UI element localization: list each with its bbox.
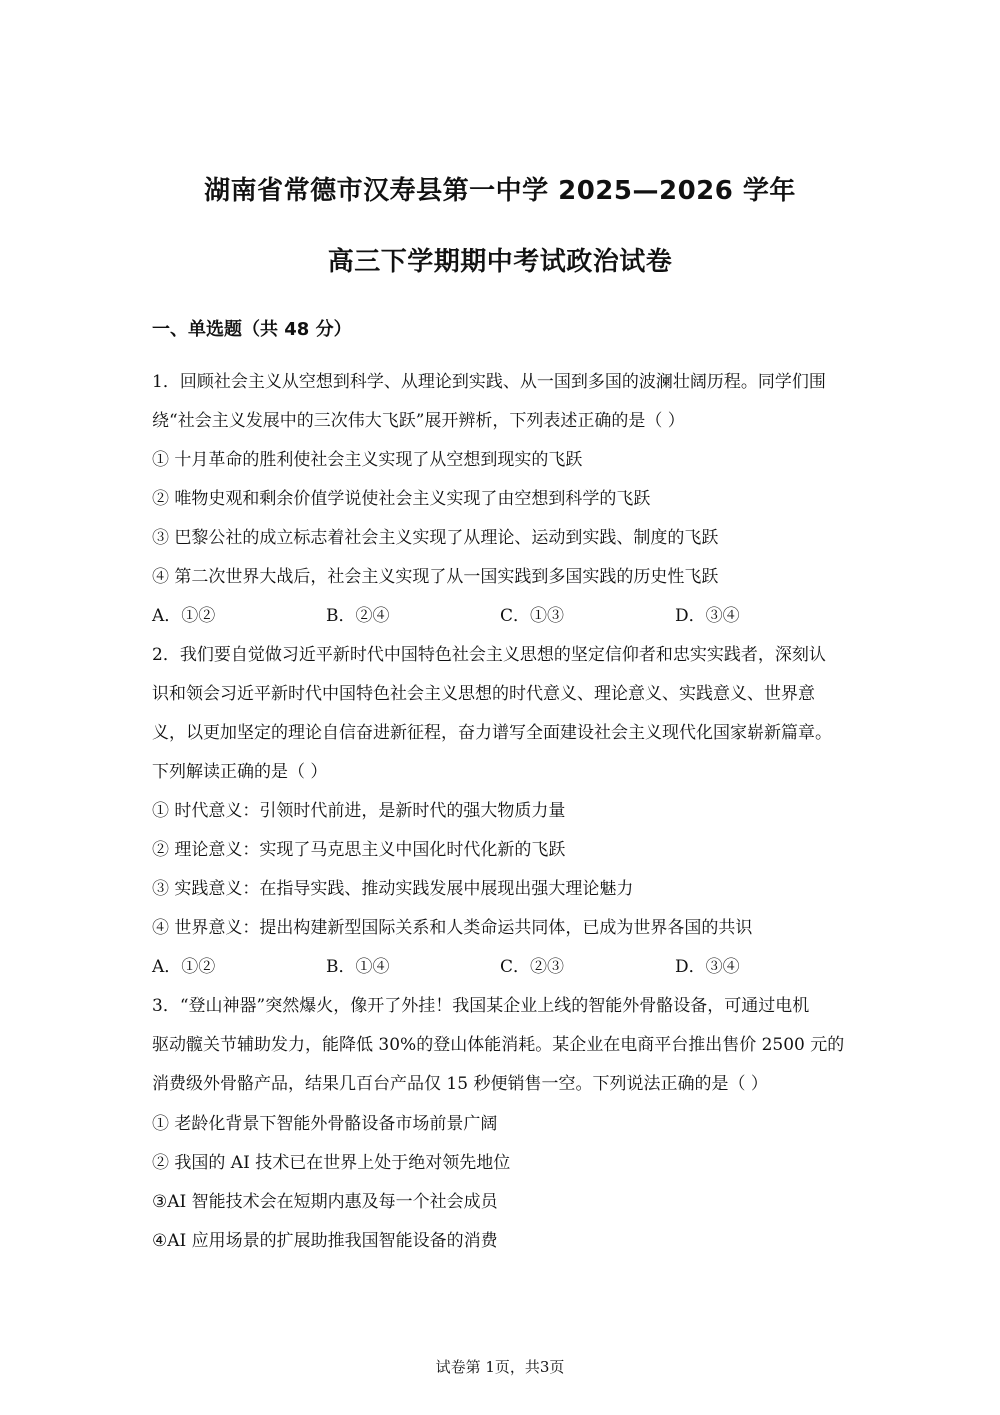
question-1-option-b: B．②④ (326, 606, 390, 626)
question-1-option-a: A．①② (152, 606, 216, 626)
question-2-stem-line-3: 义，以更加坚定的理论自信奋进新征程，奋力谱写全面建设社会主义现代化国家崭新篇章。 (152, 723, 832, 743)
question-1-item-1: ① 十月革命的胜利使社会主义实现了从空想到现实的飞跃 (152, 450, 583, 470)
question-3-item-2: ② 我国的 AI 技术已在世界上处于绝对领先地位 (152, 1153, 511, 1173)
question-1-stem-line-1: 1．回顾社会主义从空想到科学、从理论到实践、从一国到多国的波澜壮阔历程。同学们围 (152, 372, 826, 392)
question-1-item-3: ③ 巴黎公社的成立标志着社会主义实现了从理论、运动到实践、制度的飞跃 (152, 528, 719, 548)
question-2-item-3: ③ 实践意义：在指导实践、推动实践发展中展现出强大理论魅力 (152, 879, 634, 899)
exam-title-line-2: 高三下学期期中考试政治试卷 (327, 247, 673, 277)
question-2-item-2: ② 理论意义：实现了马克思主义中国化时代化新的飞跃 (152, 840, 566, 860)
question-2-item-4: ④ 世界意义：提出构建新型国际关系和人类命运共同体，已成为世界各国的共识 (152, 918, 753, 938)
question-3-stem-line-1: 3．“登山神器”突然爆火，像开了外挂！我国某企业上线的智能外骨骼设备，可通过电机 (152, 996, 810, 1016)
question-3-item-4: ④AI 应用场景的扩展助推我国智能设备的消费 (152, 1231, 498, 1251)
question-1-stem-line-2: 绕“社会主义发展中的三次伟大飞跃”展开辨析，下列表述正确的是（ ） (152, 411, 685, 431)
question-1-option-c: C．①③ (500, 606, 565, 626)
question-2-option-d: D．③④ (675, 957, 740, 977)
question-3-stem-line-3: 消费级外骨骼产品，结果几百台产品仅 15 秒便销售一空。下列说法正确的是（ ） (152, 1074, 768, 1094)
section-heading: 一、单选题（共 48 分） (152, 319, 352, 340)
question-3-stem-line-2: 驱动髋关节辅助发力，能降低 30%的登山体能消耗。某企业在电商平台推出售价 2500 元的 (152, 1035, 845, 1055)
question-1-option-d: D．③④ (675, 606, 740, 626)
question-2-stem-line-1: 2．我们要自觉做习近平新时代中国特色社会主义思想的坚定信仰者和忠实实践者，深刻认 (152, 645, 826, 665)
page-footer: 试卷第 1页，共3页 (435, 1358, 565, 1376)
question-3-item-1: ① 老龄化背景下智能外骨骼设备市场前景广阔 (152, 1114, 498, 1134)
question-2-stem-line-2: 识和领会习近平新时代中国特色社会主义思想的时代意义、理论意义、实践意义、世界意 (152, 684, 815, 704)
question-3-item-3: ③AI 智能技术会在短期内惠及每一个社会成员 (152, 1192, 498, 1212)
question-1-item-2: ② 唯物史观和剩余价值学说使社会主义实现了由空想到科学的飞跃 (152, 489, 651, 509)
question-2-item-1: ① 时代意义：引领时代前进，是新时代的强大物质力量 (152, 801, 566, 821)
question-2-option-b: B．①④ (326, 957, 390, 977)
exam-title-line-1: 湖南省常德市汉寿县第一中学 2025—2026 学年 (204, 176, 796, 206)
question-2-stem-line-4: 下列解读正确的是（ ） (152, 762, 328, 782)
question-2-option-a: A．①② (152, 957, 216, 977)
question-1-item-4: ④ 第二次世界大战后，社会主义实现了从一国实践到多国实践的历史性飞跃 (152, 567, 719, 587)
question-2-option-c: C．②③ (500, 957, 565, 977)
